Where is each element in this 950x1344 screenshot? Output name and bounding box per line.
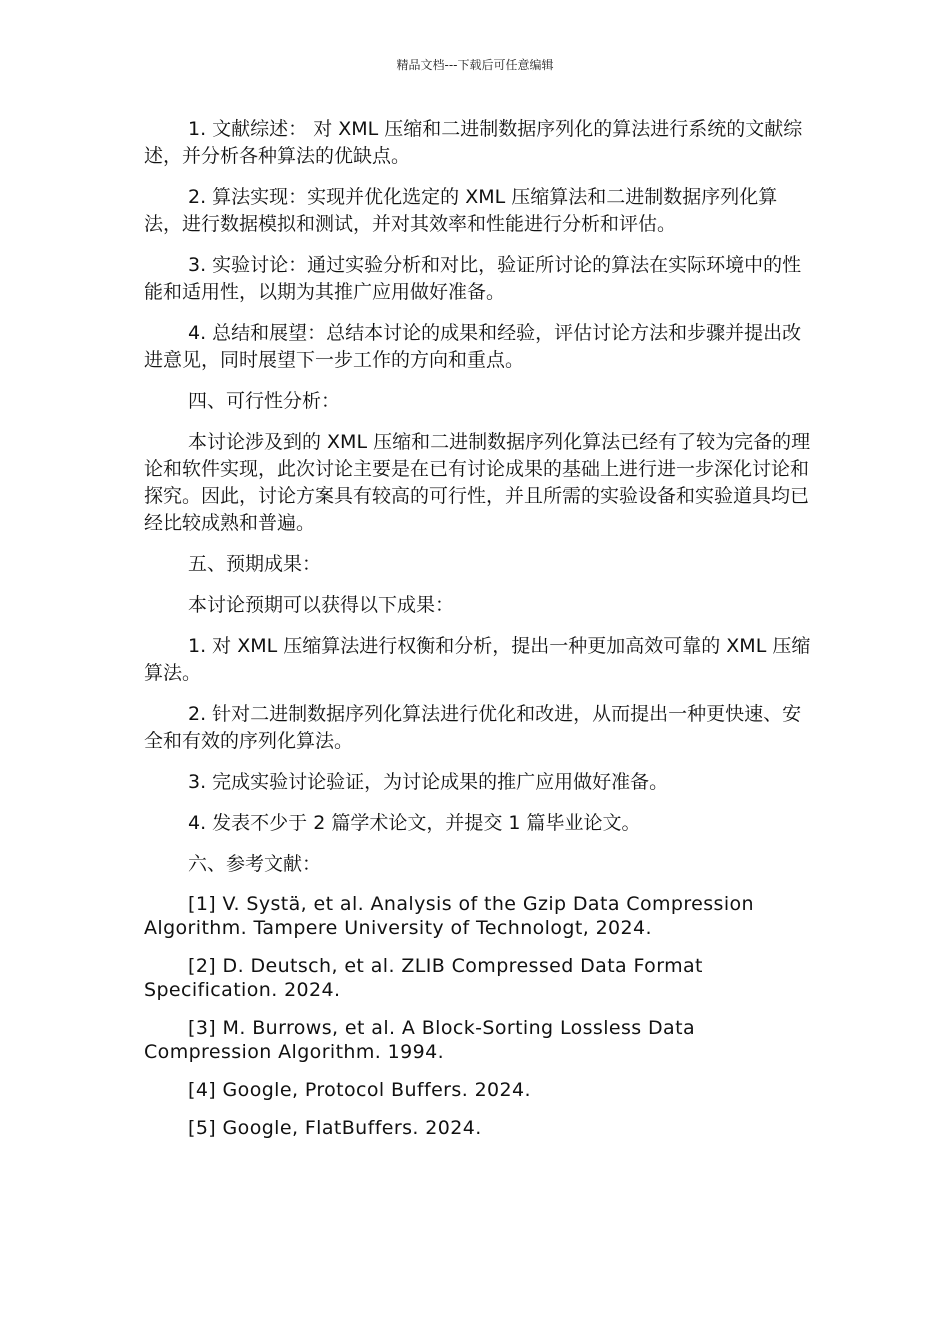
reference-item: [4] Google, Protocol Buffers. 2024. bbox=[188, 1079, 531, 1101]
expected-results-heading: 五、预期成果： bbox=[188, 553, 322, 575]
reference-item: [1] V. Systä, et al. Analysis of the Gzip Data Compression Algorithm. Tampere University of Technologt, 2024. bbox=[144, 893, 754, 939]
expected-result-item: 3. 完成实验讨论验证，为讨论成果的推广应用做好准备。 bbox=[188, 771, 669, 793]
expected-result-item: 4. 发表不少于 2 篇学术论文，并提交 1 篇毕业论文。 bbox=[188, 812, 641, 834]
expected-result-item: 2. 针对二进制数据序列化算法进行优化和改进，从而提出一种更快速、安全和有效的序列化算法。 bbox=[144, 703, 802, 752]
page-header: 精品文档---下载后可任意编辑 bbox=[396, 58, 554, 72]
method-item-experiment: 3. 实验讨论：通过实验分析和对比，验证所讨论的算法在实际环境中的性能和适用性，以期为其推广应用做好准备。 bbox=[144, 254, 802, 303]
expected-result-item: 1. 对 XML 压缩算法进行权衡和分析，提出一种更加高效可靠的 XML 压缩算法。 bbox=[144, 635, 811, 684]
reference-item: [2] D. Deutsch, et al. ZLIB Compressed Data Format Specification. 2024. bbox=[144, 955, 703, 1001]
method-item-literature-review: 1. 文献综述： 对 XML 压缩和二进制数据序列化的算法进行系统的文献综述，并分析各种算法的优缺点。 bbox=[144, 118, 803, 167]
document-body bbox=[144, 116, 812, 1154]
expected-results-intro: 本讨论预期可以获得以下成果： bbox=[188, 594, 455, 616]
reference-item: [5] Google, FlatBuffers. 2024. bbox=[188, 1117, 482, 1139]
feasibility-body: 本讨论涉及到的 XML 压缩和二进制数据序列化算法已经有了较为完备的理论和软件实现，此次讨论主要是在已有讨论成果的基础上进行进一步深化讨论和探究。因此，讨论方案具有较高的可行性，并且所需的实验设备和实验道具均已经比较成熟和普遍。 bbox=[144, 431, 811, 534]
method-item-summary: 4. 总结和展望：总结本讨论的成果和经验，评估讨论方法和步骤并提出改进意见，同时展望下一步工作的方向和重点。 bbox=[144, 322, 802, 371]
references-heading: 六、参考文献： bbox=[188, 853, 322, 875]
reference-item: [3] M. Burrows, et al. A Block-Sorting Lossless Data Compression Algorithm. 1994. bbox=[144, 1017, 695, 1063]
feasibility-heading: 四、可行性分析： bbox=[188, 390, 341, 412]
method-item-algorithm-implementation: 2. 算法实现：实现并优化选定的 XML 压缩算法和二进制数据序列化算法，进行数据模拟和测试，并对其效率和性能进行分析和评估。 bbox=[144, 186, 778, 235]
